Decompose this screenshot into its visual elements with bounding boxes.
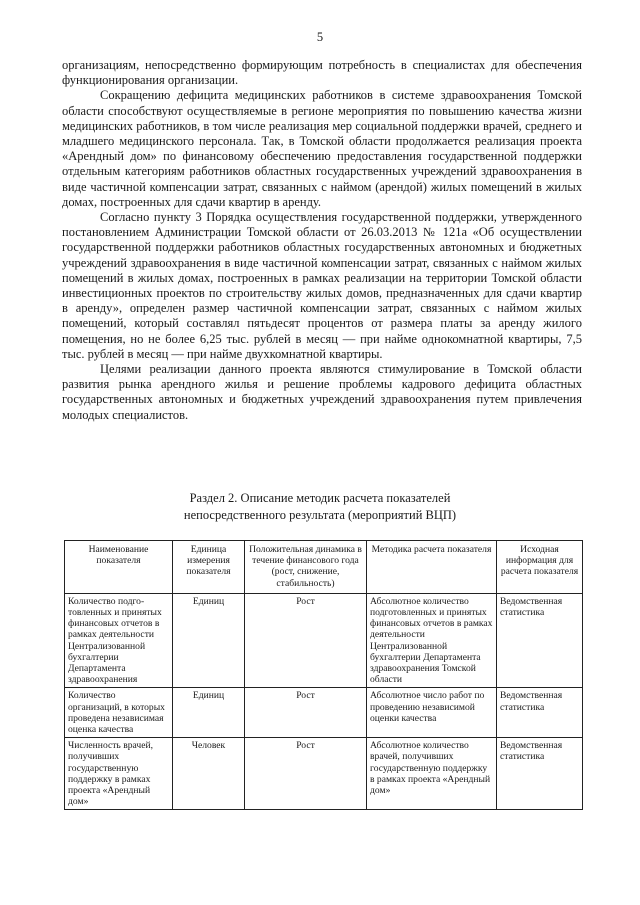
paragraph: Целями реализации данного проекта являются стимулирование в Томской области развития рынка арендного жилья и решение проблемы кадрового дефицита областных государственных автономных и бюджетных учреждений здравоохранения путем привлечения молодых специалистов.	[62, 362, 582, 422]
page-number: 5	[316, 30, 324, 44]
table-cell: Количество организаций, в которых проведена независимая оценка качества	[65, 688, 173, 738]
table-cell: Ведомственная статистика	[497, 593, 583, 688]
table-header-cell: Исходная информация для расчета показателя	[497, 541, 583, 594]
table-row	[65, 738, 583, 810]
table-header-cell: Наименование показателя	[65, 541, 173, 594]
section-title-line: Раздел 2. Описание методик расчета показателей	[189, 491, 451, 505]
paragraph: Сокращению дефицита медицинских работников в системе здравоохранения Томской области способствуют осуществляемые в регионе мероприятия по повышению качества жизни медицинских работников, в том числе реализация мер социальной поддержки врачей, среднего и младшего медицинского персонала. Так, в Томской области продолжается реализация проекта «Арендный дом» по финансовому обеспечению предоставления государственной поддержки отдельным категориям работников областных государственных учреждений здравоохранения в виде частичной компенсации затрат, связанных с наймом (арендой) жилых помещений в жилых домах, построенных для сдачи квартир в аренду.	[62, 88, 582, 209]
table-header-cell: Методика расчета показателя	[367, 541, 497, 594]
table-cell: Ведомственная статистика	[497, 738, 583, 810]
table-cell: Человек	[173, 738, 245, 810]
table-cell: Рост	[245, 593, 367, 688]
table-cell: Численность врачей, получивших государственную поддержку в рамках проекта «Арендный дом»	[65, 738, 173, 810]
table-row	[65, 593, 583, 688]
table-cell: Единиц	[173, 593, 245, 688]
table-cell: Единиц	[173, 688, 245, 738]
table-cell: Абсолютное число работ по проведению независимой оценки качества	[367, 688, 497, 738]
table-cell: Рост	[245, 738, 367, 810]
paragraph: организациям, непосредственно формирующим потребность в специалистах для обеспечения функционирования организации.	[62, 58, 582, 88]
section-title-line: непосредственного результата (мероприятий ВЦП)	[183, 508, 457, 522]
table-cell: Абсолютное количество врачей, получивших государственную поддержку в рамках проекта «Арендный дом»	[367, 738, 497, 810]
table-cell: Количество подго-товленных и принятых финансовых отчетов в рамках деятельности Централизованной бухгалтерии Департамента здравоохранения	[65, 593, 173, 688]
indicators-table	[64, 540, 583, 810]
table-header-row	[65, 541, 583, 594]
table-cell: Рост	[245, 688, 367, 738]
table-cell: Ведомственная статистика	[497, 688, 583, 738]
section-title	[0, 490, 640, 524]
paragraph: Согласно пункту 3 Порядка осуществления государственной поддержки, утвержденного постановлением Администрации Томской области от 26.03.2013 № 121а «Об осуществлении государственной поддержки работников областных государственных автономных и бюджетных учреждений здравоохранения в виде частичной компенсации затрат, связанных с наймом жилых помещений в жилых домах, построенных в рамках реализации на территории Томской области инвестиционных проектов по строительству жилых домов, предназначенных для сдачи квартир в аренду», определен размер частичной компенсации затрат, связанных с наймом жилых помещений, который составлял пятьдесят процентов от размера платы за аренду жилого помещения, но не более 6,25 тыс. рублей в месяц — при найме однокомнатной квартиры, 7,5 тыс. рублей в месяц — при найме двухкомнатной квартиры.	[62, 210, 582, 361]
body-text	[62, 58, 582, 423]
table-header-cell: Положительная динамика в течение финансового года (рост, снижение, стабильность)	[245, 541, 367, 594]
table-cell: Абсолютное количество подготовленных и принятых финансовых отчетов в рамках деятельности Централизованной бухгалтерии Департамента здравоохранения Томской области	[367, 593, 497, 688]
table-row	[65, 688, 583, 738]
table-header-cell: Единица измерения показателя	[173, 541, 245, 594]
